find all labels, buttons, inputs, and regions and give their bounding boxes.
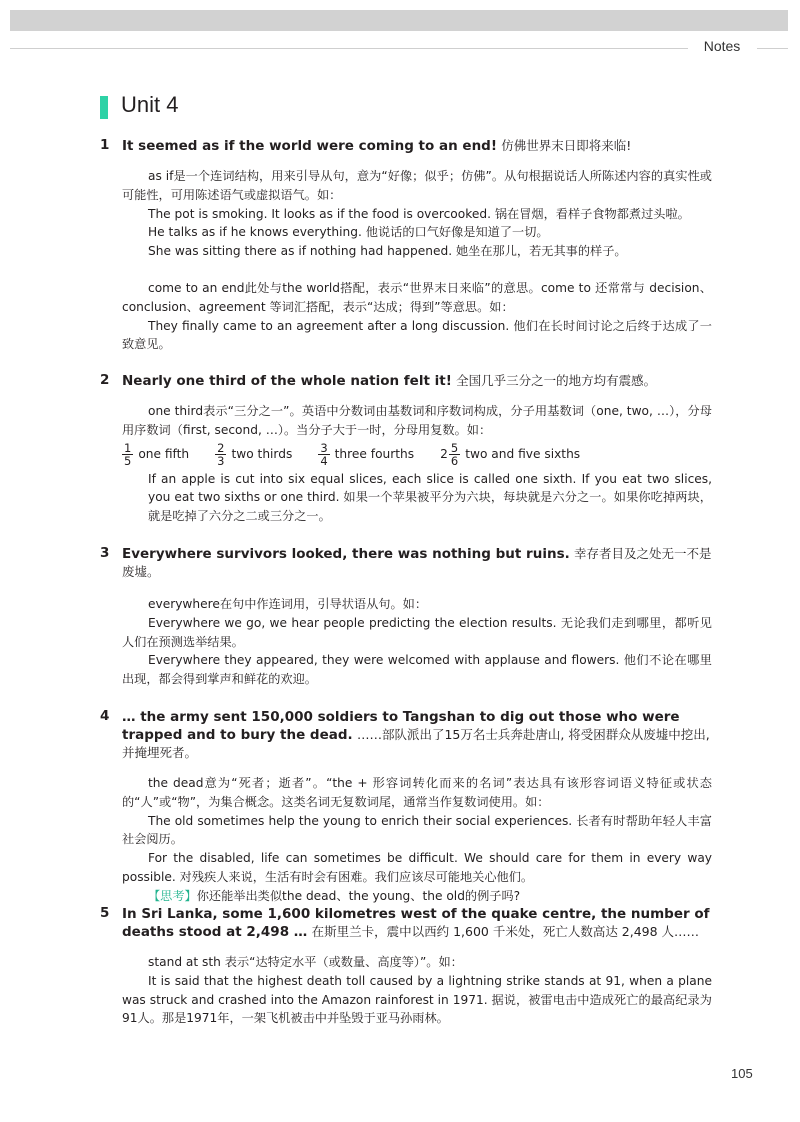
section-body — [122, 402, 712, 526]
notes-divider-right — [757, 48, 788, 49]
section-number: 5 — [100, 905, 110, 921]
denominator: 3 — [217, 454, 225, 469]
section-number: 1 — [100, 137, 110, 153]
explanation: everywhere在句中作连词用，引导状语从句。如： — [148, 597, 428, 611]
heading-english: … the army sent 150,000 soldiers to Tangshan to dig out those who were trapped and to bury the dead. — [122, 709, 680, 743]
section-body — [122, 595, 712, 689]
section-number: 2 — [100, 372, 110, 388]
section-number: 3 — [100, 545, 110, 561]
heading-chinese: 全国几乎三分之一的地方均有震感。 — [456, 373, 657, 388]
numerator: 5 — [450, 441, 459, 456]
example: Everywhere we go, we hear people predicting the election results. 无论我们走到哪里，都听见人们在预测选举结果。 — [122, 615, 712, 649]
example: For the disabled, life can sometimes be difficult. We should care for them in every way possible. 对残疾人来说，生活有时会有困难。我们应该尽可能地关心他们。 — [122, 851, 712, 884]
example: The pot is smoking. It looks as if the food is overcooked. 锅在冒烟，看样子食物都煮过头啦。 — [148, 206, 690, 221]
whole-part: 2 — [440, 447, 448, 462]
explanation: one third表示“三分之一”。英语中分数词由基数词和序数词构成，分子用基数词（one, two, …），分母用序数词（first, second, …）。当分子大于一时，分母用复数。如： — [122, 404, 712, 437]
fraction-example — [440, 442, 580, 467]
example: The old sometimes help the young to enrich their social experiences. 长者有时帮助年轻人丰富社会阅历。 — [122, 813, 712, 847]
note-section-4 — [100, 708, 712, 906]
section-number: 4 — [100, 708, 110, 724]
explanation: as if是一个连词结构，用来引导从句，意为“好像；似乎；仿佛”。从句根据说话人所陈述内容的真实性或可能性，可用陈述语气或虚拟语气。如： — [122, 169, 712, 202]
header-bar — [10, 10, 788, 31]
fraction-label: two thirds — [231, 447, 293, 462]
unit-accent-bar — [100, 96, 108, 119]
section-heading — [122, 372, 712, 390]
numerator: 1 — [124, 441, 132, 456]
denominator: 4 — [320, 454, 328, 469]
heading-english: It seemed as if the world were coming to an end! — [122, 138, 497, 154]
think-label: 【思考】 — [148, 888, 197, 903]
note-section-5 — [100, 905, 712, 1028]
numerator: 2 — [217, 441, 225, 456]
fraction-examples — [122, 440, 712, 470]
example: He talks as if he knows everything. 他说话的口气好像是知道了一切。 — [148, 225, 549, 240]
fraction-example — [122, 442, 189, 467]
section-heading — [122, 708, 712, 762]
heading-chinese: ……部队派出了15万名士兵奔赴唐山, 将受困群众从废墟中挖出, 并掩埋死者。 — [122, 727, 710, 760]
heading-chinese: 幸存者目及之处无一不是废墟。 — [122, 546, 712, 579]
heading-english: In Sri Lanka, some 1,600 kilometres west of the quake centre, the number of deaths stood at 2,498 … — [122, 906, 710, 940]
heading-chinese: 仿佛世界末日即将来临! — [501, 138, 632, 153]
heading-chinese: 在斯里兰卡，震中以西约 1,600 千米处，死亡人数高达 2,498 人…… — [311, 924, 700, 939]
explanation: the dead意为“死者；逝者”。“the + 形容词转化而来的名词”表达具有该形容词语义特征或状态的“人”或“物”，为集合概念。这类名词无复数词尾，通常当作复数词使用。如： — [122, 776, 712, 809]
fraction-label: two and five sixths — [465, 447, 581, 462]
notes-divider-left — [10, 48, 688, 49]
example: Everywhere they appeared, they were welcomed with applause and flowers. 他们不论在哪里出现，都会得到掌声和鲜花的欢迎。 — [122, 653, 712, 687]
section-body — [122, 167, 712, 354]
think-question: 你还能举出类似the dead、the young、the old的例子吗? — [196, 888, 521, 903]
explanation: come to an end此处与the world搭配，表示“世界末日来临”的意思。come to 还常常与 decision、conclusion、agreement 等词汇搭配，表示“达成；得到”等意思。如： — [122, 280, 712, 314]
heading-english: Nearly one third of the whole nation felt it! — [122, 373, 452, 389]
unit-title: Unit 4 — [121, 92, 179, 117]
note-section-3 — [100, 545, 712, 689]
section-body — [122, 774, 712, 906]
fraction-example — [215, 442, 292, 467]
note-section-1 — [100, 137, 712, 354]
section-heading — [122, 137, 712, 155]
example: If an apple is cut into six equal slices, each slice is called one sixth. If you eat two slices, you eat two sixths or one third. 如果一个苹果被平分为六块，每块就是六分之一。如果你吃掉两块，就是吃掉了六分之二或三分之一。 — [148, 471, 712, 524]
denominator: 5 — [124, 454, 132, 469]
numerator: 3 — [320, 441, 328, 456]
explanation: stand at sth 表示“达特定水平（或数量、高度等）”。如： — [148, 955, 463, 969]
fraction-label: one fifth — [138, 447, 190, 462]
think-prompt — [122, 887, 712, 906]
notes-label: Notes — [703, 38, 741, 54]
section-heading — [122, 545, 712, 581]
page-number: 105 — [731, 1066, 753, 1081]
example: It is said that the highest death toll caused by a lightning strike stands at 91, when a plane was struck and crashed into the Amazon rainforest in 1971. 据说，被雷电击中造成死亡的最高纪录为91人。那是1971年，一架飞机被击中并坠毁于亚马孙雨林。 — [122, 973, 712, 1026]
denominator: 6 — [450, 454, 459, 469]
note-section-2 — [100, 372, 712, 526]
example: They finally came to an agreement after a long discussion. 他们在长时间讨论之后终于达成了一致意见。 — [122, 318, 712, 352]
fraction-example — [318, 442, 414, 467]
example: She was sitting there as if nothing had happened. 她坐在那儿，若无其事的样子。 — [148, 244, 627, 259]
fraction-label: three fourths — [334, 447, 415, 462]
heading-english: Everywhere survivors looked, there was nothing but ruins. — [122, 546, 570, 562]
section-heading — [122, 905, 712, 941]
section-body — [122, 953, 712, 1028]
